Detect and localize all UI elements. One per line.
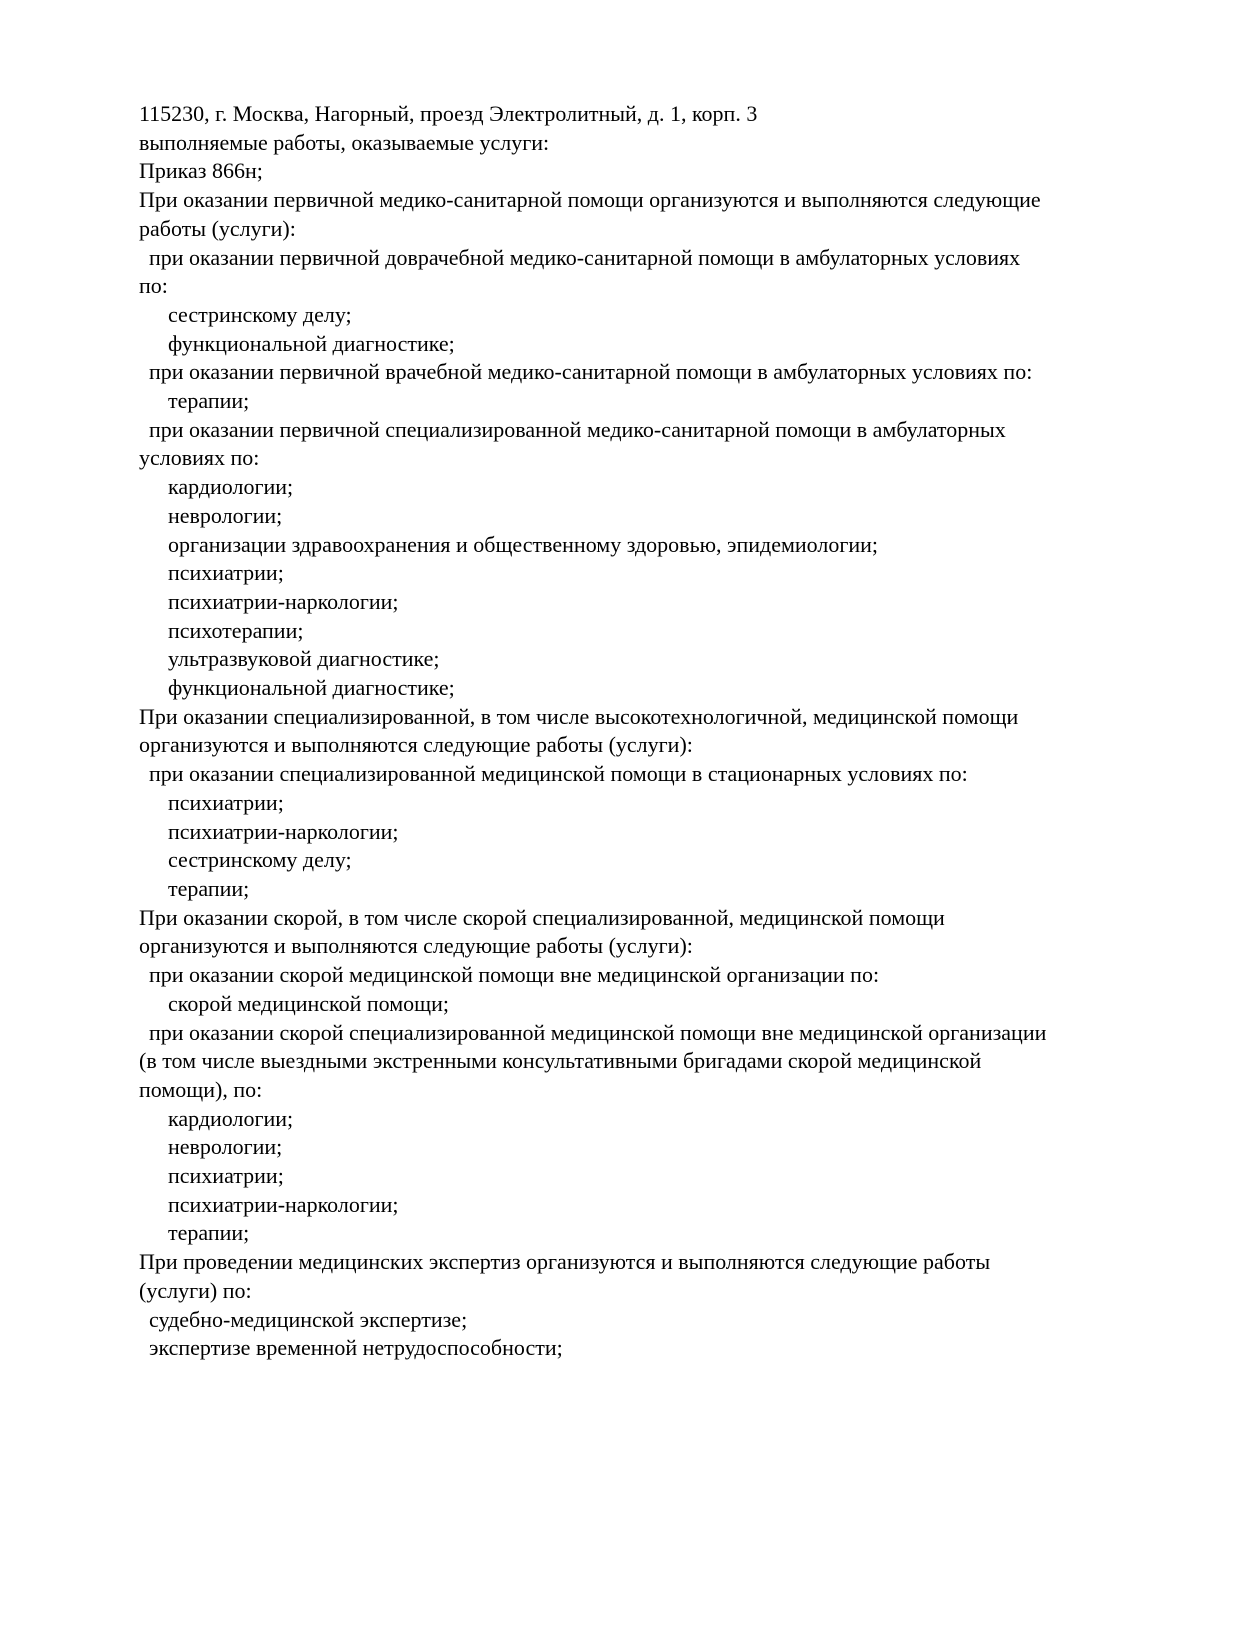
text-line: неврологии; xyxy=(168,1134,283,1160)
text-line: экспертизе временной нетрудоспособности; xyxy=(149,1335,563,1361)
text-line: ультразвуковой диагностике; xyxy=(168,646,440,672)
text-line: При оказании скорой, в том числе скорой специализированной, медицинской помощи xyxy=(139,904,945,930)
text-line: 115230, г. Москва, Нагорный, проезд Электролитный, д. 1, корп. 3 xyxy=(139,101,758,126)
text-line: психиатрии; xyxy=(168,1163,284,1189)
text-line: судебно-медицинской экспертизе; xyxy=(149,1306,468,1332)
text-line: при оказании первичной врачебной медико-санитарной помощи в амбулаторных условиях по: xyxy=(149,359,1033,385)
text-line: организуются и выполняются следующие работы (услуги): xyxy=(139,732,693,758)
text-line: при оказании первичной доврачебной медико-санитарной помощи в амбулаторных условиях xyxy=(149,244,1021,270)
text-line: При оказании специализированной, в том числе высокотехнологичной, медицинской помощи xyxy=(139,703,1019,729)
text-line: терапии; xyxy=(168,875,250,901)
document-text xyxy=(139,100,1180,1363)
text-line: неврологии; xyxy=(168,502,283,528)
text-line: терапии; xyxy=(168,388,250,414)
text-line: при оказании специализированной медицинской помощи в стационарных условиях по: xyxy=(149,761,968,787)
text-line: выполняемые работы, оказываемые услуги: xyxy=(139,129,550,155)
text-line: при оказании первичной специализированной медико-санитарной помощи в амбулаторных xyxy=(149,416,1006,442)
text-line: при оказании скорой медицинской помощи вне медицинской организации по: xyxy=(149,962,880,988)
text-line: помощи), по: xyxy=(139,1076,263,1102)
text-line: психиатрии; xyxy=(168,789,284,815)
text-line: терапии; xyxy=(168,1220,250,1246)
text-line: Приказ 866н; xyxy=(139,158,263,184)
text-line: организуются и выполняются следующие работы (услуги): xyxy=(139,933,693,959)
text-line: кардиологии; xyxy=(168,1105,294,1131)
text-line: кардиологии; xyxy=(168,474,294,500)
text-line: психотерапии; xyxy=(168,617,304,643)
text-line: психиатрии-наркологии; xyxy=(168,588,399,614)
text-line: сестринскому делу; xyxy=(168,301,352,327)
text-line: психиатрии-наркологии; xyxy=(168,1191,399,1217)
text-line: при оказании скорой специализированной медицинской помощи вне медицинской организации xyxy=(149,1019,1047,1045)
text-line: При оказании первичной медико-санитарной помощи организуются и выполняются следующие xyxy=(139,187,1041,213)
text-line: по: xyxy=(139,273,168,299)
text-line: организации здравоохранения и общественному здоровью, эпидемиологии; xyxy=(168,531,879,557)
text-line: (услуги) по: xyxy=(139,1277,252,1303)
text-line: работы (услуги): xyxy=(139,215,296,241)
text-line: функциональной диагностике; xyxy=(168,675,455,701)
text-line: психиатрии; xyxy=(168,560,284,586)
text-line: условиях по: xyxy=(139,445,260,471)
text-line: При проведении медицинских экспертиз организуются и выполняются следующие работы xyxy=(139,1249,991,1275)
text-line: психиатрии-наркологии; xyxy=(168,818,399,844)
text-line: функциональной диагностике; xyxy=(168,330,455,356)
text-line: сестринскому делу; xyxy=(168,847,352,873)
text-line: (в том числе выездными экстренными консультативными бригадами скорой медицинской xyxy=(139,1048,982,1074)
text-line: скорой медицинской помощи; xyxy=(168,990,450,1016)
